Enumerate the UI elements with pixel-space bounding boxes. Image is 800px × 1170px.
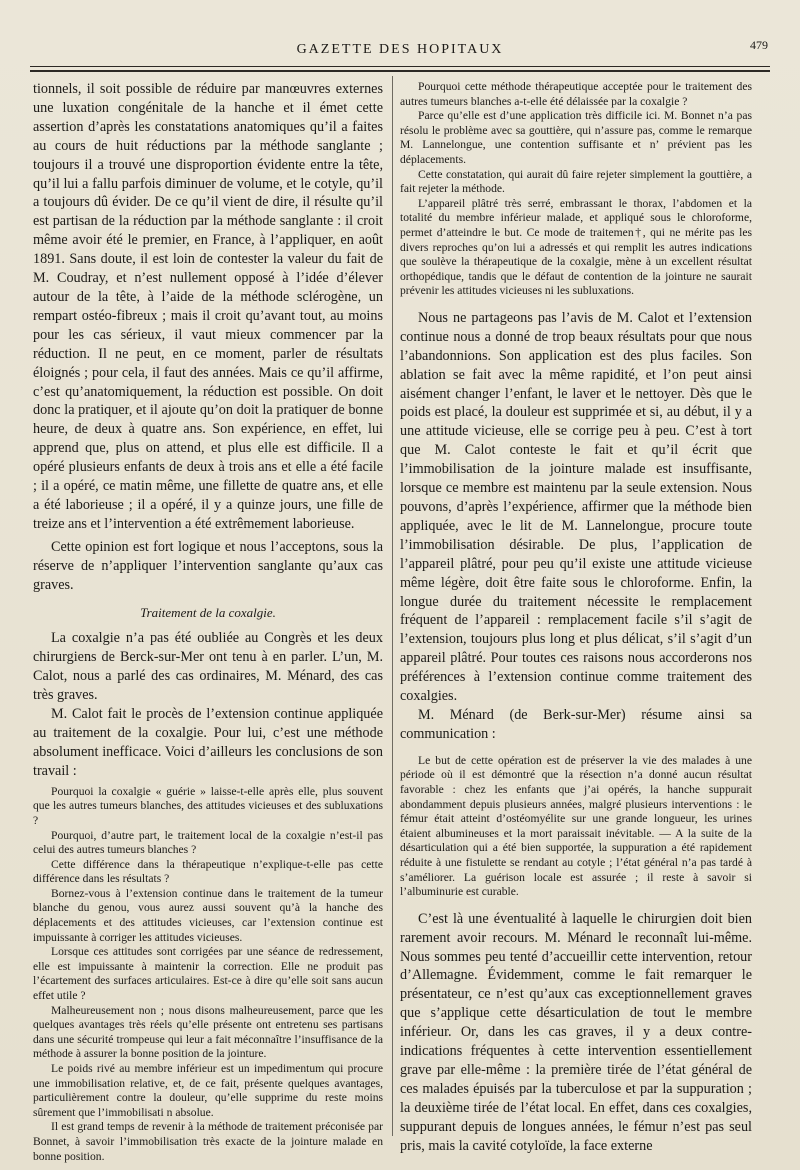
- paragraph: C’est là une éventualité à laquelle le chirurgien doit bien rarement avoir recours. M. Ménard le reconnaît lui-même. Nous sommes peu tenté d’accueillir cette intervention, retour d’Allemagne. Évidemment, comme le fait remarquer le présentateur, ce n’est qu’aux cas exceptionnellement graves que s’applique cette désarticulation de tout le membre inférieur. Or, dans les cas graves, il y a deux contre-indications fréquentes à cette intervention essentiellement grave par elle-même : la première tirée de l’état général de ces malades épuisés par la tuberculose et par la suppuration ; la deuxième tirée de l’état local. En effet, dans ces coxalgies, suppurant depuis de longues années, le fémur n’est pas seul pris, mais la cavité cotyloïde, la face externe: [400, 910, 752, 1154]
- quoted-paragraph: L’appareil plâtré très serré, embrassant le thorax, l’abdomen et la totalité du membre inférieur malade, et appliqué sous le chloroforme, permet d’atteindre le but. Ce mode de traitemen†, qui ne mérite pas les divers reproches qu’on lui a adressés et qui remplit les autres indications que soulève la thérapeutique de la coxalgie, mène à un excellent résultat orthopédique, tandis que le défaut de contention de la jointure ne saurait prévenir les attitudes vicieuses ni les subluxations.: [400, 196, 752, 298]
- quoted-paragraph: Lorsque ces attitudes sont corrigées par une séance de redressement, elle est impuissante à maintenir la correction. Elle ne produit pas l’écartement des surfaces articulaires. Est-ce à dire qu’elle soit sans aucun effet utile ?: [33, 945, 383, 1003]
- paragraph: M. Calot fait le procès de l’extension continue appliquée au traitement de la coxalgie. Pour lui, c’est une méthode absolument inefficace. Voici d’ailleurs les conclusions de son travail :: [33, 706, 383, 779]
- quoted-paragraph: Il est grand temps de revenir à la méthode de traitement préconisée par Bonnet, à savoir l’immobilisation très exacte de la jointure malade en bonne position.: [33, 1120, 383, 1163]
- quoted-paragraph: Cette différence dans la thérapeutique n’explique-t-elle pas cette différence dans les résultats ?: [33, 857, 383, 886]
- paragraph: tionnels, il soit possible de réduire par manœuvres externes une luxation congénitale de la hanche et il émet cette assertion d’après les constatations anatomiques qu’il a faites au cours de huit réductions par la méthode sanglante ; toujours il a trouvé une disproportion évidente entre la tête, qu’il lui a fallu parfois diminuer de volume, et le cotyle, qu’il a toujours dû évider. De ce qu’il vient de dire, il résulte qu’il est partisan de la réduction par la méthode sanglante : il croit même avoir été le premier, en France, à l’appliquer, en août 1891. Sans doute, il est loin de contester la valeur du fait de M. Coudray, et n’est nullement opposé à l’idée d’élever autour de la tête, à l’aide de la méthode sclérogène, un rempart ostéo-fibreux ; mais il croit qu’avant tout, au moins pour les cas sérieux, il vaut mieux commencer par la réduction. Il ne peut, en ce moment, parler de résultats éloignés ; pour cela, il faut des années. Mais ce qu’il affirme, c’est qu’anatomiquement, la réduction est possible. On doit donc la pratiquer, et il ajoute qu’on doit la pratiquer de bonne heure, de deux à quatre ans. Son expérience, en effet, lui apprend que, plus on attend, et plus elle est difficile. Il a opéré plusieurs enfants de deux à trois ans et elle a été facile ; il a opéré, ce matin même, une fillette de quatre ans, et elle a été laborieuse ; il a opéré, il y a quinze jours, une fille de treize ans et l’intervention a été extrêmement laborieuse.: [33, 81, 383, 532]
- left-column: [33, 80, 383, 1164]
- header-rule: [30, 66, 770, 67]
- quoted-paragraph: Pourquoi cette méthode thérapeutique acceptée pour le traitement des autres tumeurs blanches a-t-elle été délaissée par la coxalgie ?: [400, 80, 752, 108]
- right-column: [400, 80, 752, 1155]
- section-heading: Traitement de la coxalgie.: [140, 605, 276, 621]
- quoted-paragraph: Bornez-vous à l’extension continue dans le traitement de la tumeur blanche du genou, vous aurez aussi souvent qu’à la hanche des déplacements et des attitudes vicieuses, car l’extension continue est impuissante à corriger les attitudes vicieuses.: [33, 886, 383, 944]
- page-number: 479: [750, 38, 768, 52]
- quoted-paragraph: Malheureusement non ; nous disons malheureusement, parce que les quelques avantages très réels qu’elle présente ont entretenu ses partisans dans une sécurité trompeuse qui leur a fait méconnaître l’insuffisance de la méthode à assurer la bonne position de la jointure.: [33, 1003, 383, 1061]
- header-rule-thick: [30, 70, 770, 72]
- quoted-paragraph: Parce qu’elle est d’une application très difficile ici. M. Bonnet n’a pas résolu le problème avec sa gouttière, qui n’assure pas, comme le remarque M. Lannelongue, une contention suffisante et n’ prévient pas les déplacements.: [400, 109, 752, 166]
- column-divider: [392, 76, 393, 1136]
- paragraph: La coxalgie n’a pas été oubliée au Congrès et les deux chirurgiens de Berck-sur-Mer ont tenu à en parler. L’un, M. Calot, nous a parlé des cas ordinaires, M. Ménard, des cas très graves.: [33, 630, 383, 704]
- quoted-paragraph: Cette constatation, qui aurait dû faire rejeter simplement la gouttière, a fait rejeter la méthode.: [400, 167, 752, 196]
- quoted-paragraph: Pourquoi, d’autre part, le traitement local de la coxalgie n’est-il pas celui des autres tumeurs blanches ?: [33, 828, 383, 857]
- paragraph: M. Ménard (de Berk-sur-Mer) résume ainsi sa communication :: [400, 706, 752, 742]
- quoted-paragraph: Le poids rivé au membre inférieur est un impedimentum qui procure une immobilisation relative, et, de ce fait, présente quelques avantages, particulièrement contre la douleur, qu’elle supprime du reste moins sûrement que l’immobilisati n absolue.: [33, 1062, 383, 1119]
- page-header: [30, 38, 770, 62]
- quoted-paragraph: Pourquoi la coxalgie « guérie » laisse-t-elle après elle, plus souvent que les autres tumeurs blanches, des attitudes vicieuses et des subluxations ?: [33, 784, 383, 827]
- quoted-paragraph: Le but de cette opération est de préserver la vie des malades à une période où il est démontré que la résection n’a donné aucun résultat favorable : chez les enfants que j’ai opérés, la hanche suppurait abondamment depuis plusieurs années, malgré plusieurs interventions : le fémur était atteint d’ostéomyélite sur une grande longueur, les urines étaient albumineuses et la mort paraissait inévitable. — A la suite de la désarticulation qui a été bien supportée, la suppuration a été rapidement réduite à une fistulette se rendant au cotyle ; l’état général n’a pas tardé à s’améliorer. La guérison locale est assurée ; il reste à savoir si l’albuminurie est curable.: [400, 753, 752, 899]
- paragraph: Cette opinion est fort logique et nous l’acceptons, sous la réserve de n’appliquer l’intervention sanglante qu’aux cas graves.: [33, 538, 383, 593]
- paragraph: Nous ne partageons pas l’avis de M. Calot et l’extension continue nous a donné de trop beaux résultats pour que nous l’abandonnions. Son application est des plus faciles. Son ablation se fait avec la même rapidité, et l’on peut ainsi aisément changer l’enfant, le laver et le nettoyer. Dès que le poids est placé, la douleur est supprimée et si, au début, il y a une attitude vicieuse, elle se corrige peu à peu. C’est à tort que M. Calot conteste le fait et qu’il écrit que l’immobilisation de la jointure malade est insuffisante, lorsque ce membre est maintenu par la seule extension. Nous pouvons, d’après l’expérience, affirmer que la méthode bien appliquée, avec le lit de M. Lannelongue, procure toute l’immobilisation désirable. De plus, l’application de l’appareil plâtré, pour peu qu’il existe une attitude vicieuse même légère, doit être faite sous le chloroforme. Enfin, la longue durée du traitement nécessite le remplacement fréquent de l’appareil : remplacement facile s’il s’agit de l’extension, toujours plus long et plus délicat, s’il s’agit d’un appareil plâtré. Pour toutes ces raisons nous accorderons nos préférences à l’extension continue comme traitement des coxalgies.: [400, 309, 752, 705]
- journal-title: GAZETTE DES HOPITAUX: [296, 42, 504, 57]
